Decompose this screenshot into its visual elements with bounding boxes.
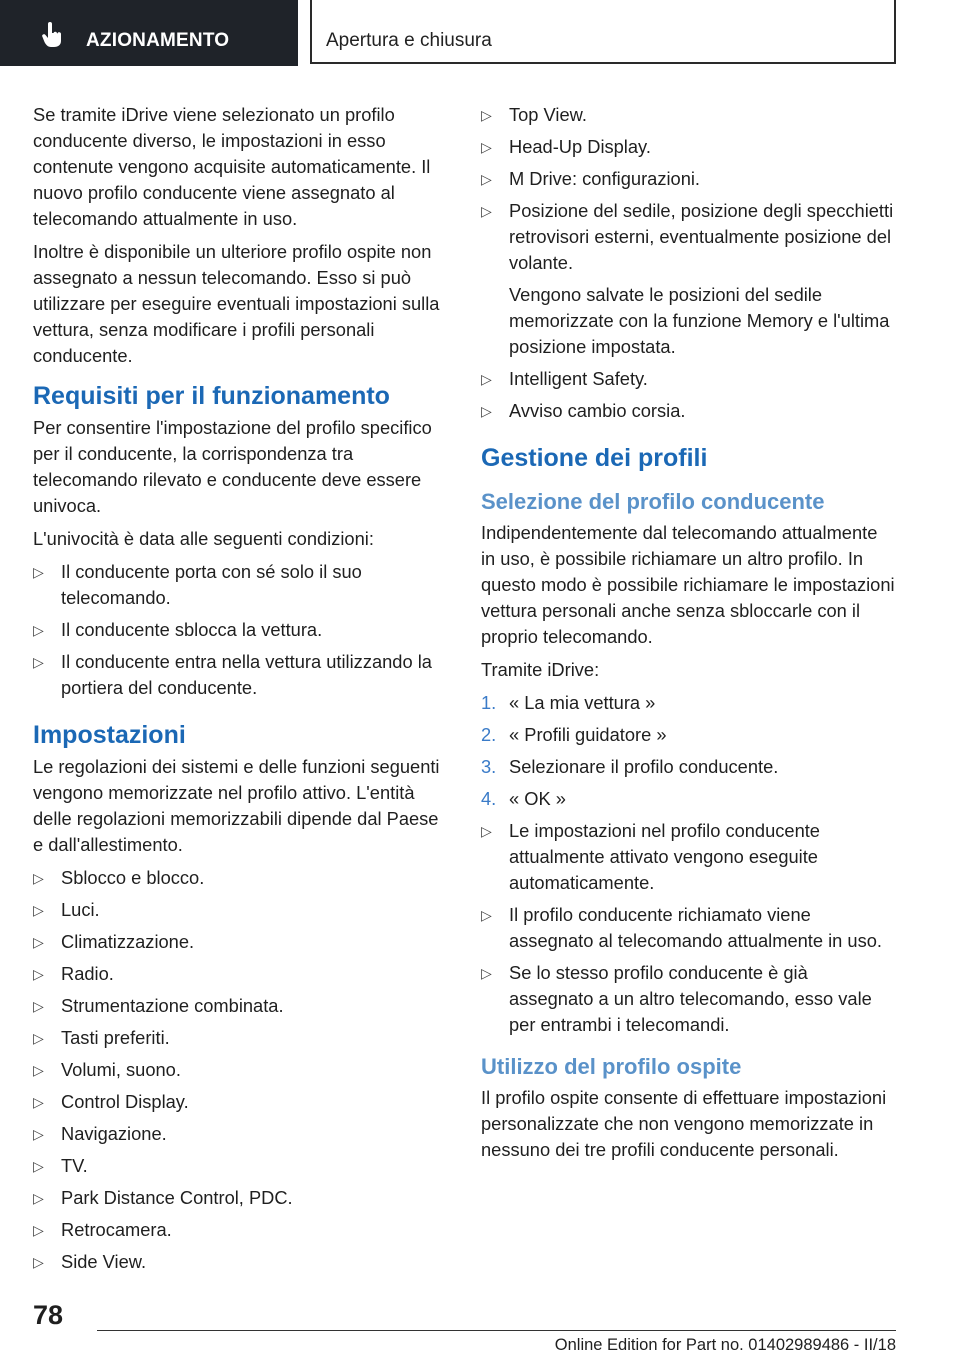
requisiti-paragraph-2: L'univocità è data alle seguenti condizioni: bbox=[33, 528, 374, 549]
triangle-bullet-icon: ▷ bbox=[33, 1126, 44, 1142]
triangle-bullet-icon: ▷ bbox=[33, 870, 44, 886]
footer-divider bbox=[97, 1330, 896, 1331]
heading-impostazioni: Impostazioni bbox=[33, 721, 186, 749]
triangle-bullet-icon: ▷ bbox=[33, 622, 44, 638]
list-item: ▷ Head-Up Display. bbox=[481, 134, 895, 160]
step-item: 2. « Profili guidatore » bbox=[481, 722, 895, 748]
triangle-bullet-icon: ▷ bbox=[481, 171, 492, 187]
selezione-steps bbox=[481, 690, 895, 812]
triangle-bullet-icon: ▷ bbox=[33, 564, 44, 580]
requisiti-list bbox=[33, 559, 447, 701]
list-item: ▷ Retrocamera. bbox=[33, 1217, 447, 1243]
section-tab bbox=[0, 0, 298, 66]
page-number: 78 bbox=[33, 1300, 64, 1330]
step-number: 1. bbox=[481, 692, 497, 713]
impostazioni-list-continued bbox=[481, 102, 895, 424]
list-item: ▷ Luci. bbox=[33, 897, 447, 923]
ospite-paragraph: Il profilo ospite consente di effettuare impostazioni personalizzate che non vengono memorizzate in nessuno dei tre profili conducente personali. bbox=[481, 1087, 887, 1160]
left-column bbox=[33, 102, 447, 1281]
selezione-list bbox=[481, 818, 895, 1038]
triangle-bullet-icon: ▷ bbox=[33, 1030, 44, 1046]
triangle-bullet-icon: ▷ bbox=[481, 403, 492, 419]
list-item: ▷ Volumi, suono. bbox=[33, 1057, 447, 1083]
list-item: ▷ Climatizzazione. bbox=[33, 929, 447, 955]
triangle-bullet-icon: ▷ bbox=[33, 966, 44, 982]
list-item: ▷ Tasti preferiti. bbox=[33, 1025, 447, 1051]
selezione-paragraph-1: Indipendentemente dal telecomando attualmente in uso, è possibile richiamare un altro profilo. In questo modo è possibile richiamare le impostazioni vettura personali anche senza sbloccarle con il proprio telecomando. bbox=[481, 522, 895, 647]
triangle-bullet-icon: ▷ bbox=[33, 902, 44, 918]
triangle-bullet-icon: ▷ bbox=[481, 965, 492, 981]
list-item-note: Vengono salvate le posizioni del sedile memorizzate con la funzione Memory e l'ultima posizione impostata. bbox=[509, 284, 890, 357]
triangle-bullet-icon: ▷ bbox=[33, 1190, 44, 1206]
triangle-bullet-icon: ▷ bbox=[33, 1094, 44, 1110]
requisiti-paragraph-1: Per consentire l'impostazione del profilo specifico per il conducente, la corrispondenza tra telecomando rilevato e conducente deve essere univoca. bbox=[33, 417, 432, 516]
list-item: ▷ Posizione del sedile, posizione degli specchietti retrovisori esterni, eventualmente posizione del volante. Vengono salvate le posizioni del sedile memorizzate con la funzione Memory e l'ultima posizione impostata. bbox=[481, 198, 895, 360]
impostazioni-paragraph: Le regolazioni dei sistemi e delle funzioni seguenti vengono memorizzate nel profilo attivo. L'entità delle regolazioni memorizzabili dipende dal Paese e dall'allestimento. bbox=[33, 756, 440, 855]
triangle-bullet-icon: ▷ bbox=[33, 654, 44, 670]
triangle-bullet-icon: ▷ bbox=[481, 107, 492, 123]
list-item: ▷ M Drive: configurazioni. bbox=[481, 166, 895, 192]
triangle-bullet-icon: ▷ bbox=[33, 1222, 44, 1238]
list-item: ▷ Side View. bbox=[33, 1249, 447, 1275]
list-item: ▷ Strumentazione combinata. bbox=[33, 993, 447, 1019]
list-item: ▷ Park Distance Control, PDC. bbox=[33, 1185, 447, 1211]
triangle-bullet-icon: ▷ bbox=[481, 823, 492, 839]
intro-paragraph-1: Se tramite iDrive viene selezionato un profilo conducente diverso, le impostazioni in esso contenute vengono acquisite automaticamente. Il nuovo profilo conducente viene assegnato al telecomando attualmente in uso. bbox=[33, 104, 431, 229]
step-number: 4. bbox=[481, 788, 497, 809]
impostazioni-list bbox=[33, 865, 447, 1275]
list-item: ▷ Le impostazioni nel profilo conducente attualmente attivato vengono eseguite automaticamente. bbox=[481, 820, 820, 893]
edition-note: Online Edition for Part no. 01402989486 - II/18 bbox=[554, 1336, 896, 1354]
triangle-bullet-icon: ▷ bbox=[33, 1254, 44, 1270]
section-label: AZIONAMENTO bbox=[86, 30, 230, 51]
intro-paragraph-2: Inoltre è disponibile un ulteriore profilo ospite non assegnato a nessun telecomando. Esso si può utilizzare per eseguire eventuali impostazioni sulla vettura, senza modificare i profili personali conducente. bbox=[33, 241, 440, 366]
step-item: 4. « OK » bbox=[481, 786, 895, 812]
list-item: ▷ Se lo stesso profilo conducente è già assegnato a un altro telecomando, esso vale per entrambi i telecomandi. bbox=[481, 962, 872, 1035]
step-item: 3. Selezionare il profilo conducente. bbox=[481, 754, 895, 780]
heading-ospite: Utilizzo del profilo ospite bbox=[481, 1054, 742, 1079]
triangle-bullet-icon: ▷ bbox=[481, 139, 492, 155]
chapter-label: Apertura e chiusura bbox=[326, 30, 492, 51]
page-header bbox=[0, 0, 960, 66]
selezione-paragraph-2: Tramite iDrive: bbox=[481, 659, 600, 680]
list-item: ▷ Intelligent Safety. bbox=[481, 366, 895, 392]
heading-requisiti: Requisiti per il funzionamento bbox=[33, 382, 390, 410]
list-item: ▷ Il profilo conducente richiamato viene assegnato al telecomando attualmente in uso. bbox=[481, 904, 882, 951]
step-item: 1. « La mia vettura » bbox=[481, 690, 895, 716]
triangle-bullet-icon: ▷ bbox=[33, 998, 44, 1014]
right-column bbox=[481, 102, 895, 1170]
list-item: ▷ Il conducente sblocca la vettura. bbox=[33, 617, 447, 643]
list-item: ▷ Radio. bbox=[33, 961, 447, 987]
heading-selezione: Selezione del profilo conducente bbox=[481, 489, 825, 514]
list-item: ▷ Sblocco e blocco. bbox=[33, 865, 447, 891]
chapter-tab bbox=[310, 0, 896, 64]
triangle-bullet-icon: ▷ bbox=[481, 203, 492, 219]
triangle-bullet-icon: ▷ bbox=[33, 1062, 44, 1078]
triangle-bullet-icon: ▷ bbox=[33, 934, 44, 950]
pointing-hand-icon bbox=[40, 22, 64, 48]
heading-gestione: Gestione dei profili bbox=[481, 444, 708, 472]
triangle-bullet-icon: ▷ bbox=[481, 907, 492, 923]
step-number: 2. bbox=[481, 724, 497, 745]
list-item: ▷ Il conducente porta con sé solo il suo telecomando. bbox=[33, 561, 362, 608]
list-item: ▷ Top View. bbox=[481, 102, 895, 128]
list-item: ▷ Il conducente entra nella vettura utilizzando la portiera del conducente. bbox=[33, 651, 432, 698]
step-number: 3. bbox=[481, 756, 497, 777]
list-item: ▷ Control Display. bbox=[33, 1089, 447, 1115]
triangle-bullet-icon: ▷ bbox=[481, 371, 492, 387]
list-item: ▷ Avviso cambio corsia. bbox=[481, 398, 895, 424]
list-item: ▷ Navigazione. bbox=[33, 1121, 447, 1147]
list-item: ▷ TV. bbox=[33, 1153, 447, 1179]
triangle-bullet-icon: ▷ bbox=[33, 1158, 44, 1174]
